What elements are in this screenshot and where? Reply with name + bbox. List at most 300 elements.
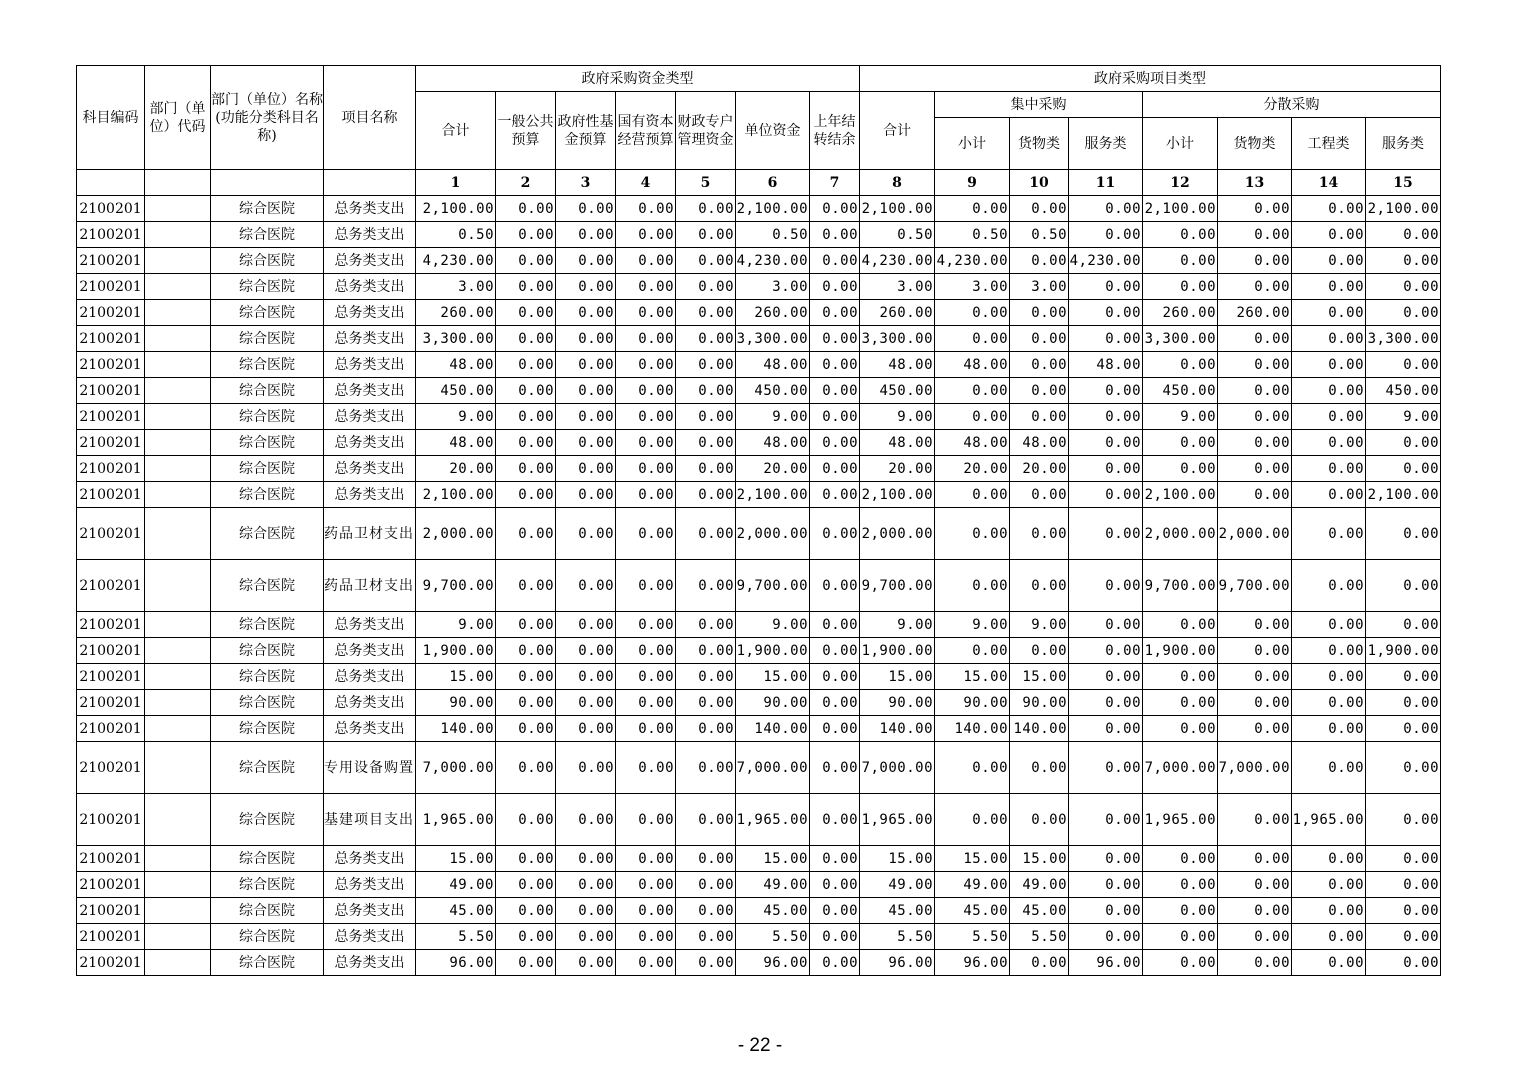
cell-amount: 90.00 [416, 690, 496, 716]
cell-unit-name: 综合医院 [211, 664, 324, 690]
cell-amount: 0.00 [496, 898, 556, 924]
cell-amount: 96.00 [935, 950, 1010, 976]
cell-amount: 0.00 [1143, 664, 1218, 690]
cell-dept-code [145, 898, 211, 924]
cell-amount: 0.00 [1366, 222, 1441, 248]
cell-dept-code [145, 300, 211, 326]
cell-amount: 4,230.00 [860, 248, 935, 274]
cell-amount: 0.00 [1143, 716, 1218, 742]
cell-amount: 9.00 [1010, 612, 1069, 638]
cell-amount: 9.00 [416, 612, 496, 638]
cell-amount: 0.00 [1069, 690, 1143, 716]
cell-dept-code [145, 560, 211, 612]
col-number: 2 [496, 170, 556, 196]
cell-unit-name: 综合医院 [211, 508, 324, 560]
cell-amount: 0.00 [1069, 716, 1143, 742]
cell-amount: 0.00 [810, 690, 860, 716]
cell-amount: 0.00 [1010, 638, 1069, 664]
cell-amount: 0.00 [1010, 378, 1069, 404]
cell-amount: 0.00 [1218, 326, 1292, 352]
cell-amount: 0.00 [616, 664, 676, 690]
cell-project-name: 总务类支出 [324, 352, 416, 378]
cell-amount: 0.00 [810, 924, 860, 950]
cell-amount: 0.00 [1292, 690, 1366, 716]
cell-amount: 0.00 [935, 482, 1010, 508]
cell-amount: 0.00 [676, 742, 736, 794]
cell-amount: 0.00 [676, 456, 736, 482]
cell-amount: 0.00 [1292, 222, 1366, 248]
cell-amount: 0.00 [556, 846, 616, 872]
cell-amount: 0.00 [556, 248, 616, 274]
table-row [77, 872, 1441, 898]
cell-project-name: 总务类支出 [324, 378, 416, 404]
cell-amount: 0.00 [556, 378, 616, 404]
header-scattered-services: 服务类 [1366, 118, 1441, 170]
cell-amount: 48.00 [736, 430, 810, 456]
cell-amount: 20.00 [736, 456, 810, 482]
table-row [77, 300, 1441, 326]
cell-amount: 49.00 [860, 872, 935, 898]
cell-amount: 9,700.00 [416, 560, 496, 612]
header-dept-code: 部门（单位）代码 [145, 66, 211, 170]
cell-amount: 0.50 [1010, 222, 1069, 248]
cell-amount: 0.00 [616, 378, 676, 404]
cell-amount: 0.00 [1218, 872, 1292, 898]
cell-amount: 0.00 [496, 872, 556, 898]
cell-unit-name: 综合医院 [211, 690, 324, 716]
col-number: 14 [1292, 170, 1366, 196]
table-row [77, 404, 1441, 430]
cell-amount: 0.00 [496, 352, 556, 378]
cell-amount: 0.00 [935, 404, 1010, 430]
cell-amount: 140.00 [1010, 716, 1069, 742]
cell-project-name: 总务类支出 [324, 222, 416, 248]
table-row [77, 456, 1441, 482]
cell-amount: 0.00 [556, 898, 616, 924]
cell-amount: 0.00 [1218, 378, 1292, 404]
cell-amount: 0.00 [496, 482, 556, 508]
col-number-blank [77, 170, 145, 196]
cell-amount: 0.00 [935, 638, 1010, 664]
cell-subject-code: 2100201 [77, 638, 145, 664]
cell-amount: 0.00 [1218, 690, 1292, 716]
cell-amount: 0.00 [496, 274, 556, 300]
cell-amount: 0.00 [810, 300, 860, 326]
cell-amount: 0.00 [616, 404, 676, 430]
col-number: 4 [616, 170, 676, 196]
cell-amount: 0.00 [1292, 274, 1366, 300]
cell-amount: 0.00 [556, 508, 616, 560]
cell-amount: 4,230.00 [736, 248, 810, 274]
cell-amount: 140.00 [736, 716, 810, 742]
table-body [77, 196, 1441, 976]
cell-amount: 0.00 [1292, 898, 1366, 924]
col-number: 8 [860, 170, 935, 196]
cell-amount: 0.00 [1366, 560, 1441, 612]
table-row [77, 664, 1441, 690]
cell-amount: 3,300.00 [416, 326, 496, 352]
cell-amount: 0.00 [810, 274, 860, 300]
cell-amount: 3.00 [416, 274, 496, 300]
cell-amount: 0.00 [1292, 664, 1366, 690]
cell-amount: 0.00 [556, 222, 616, 248]
cell-amount: 0.00 [1218, 794, 1292, 846]
cell-amount: 0.00 [1366, 300, 1441, 326]
cell-amount: 49.00 [1010, 872, 1069, 898]
cell-amount: 90.00 [1010, 690, 1069, 716]
header-project-group: 政府采购项目类型 [860, 66, 1441, 92]
cell-amount: 0.00 [1069, 612, 1143, 638]
cell-amount: 5.50 [1010, 924, 1069, 950]
cell-unit-name: 综合医院 [211, 222, 324, 248]
cell-amount: 0.00 [616, 794, 676, 846]
cell-amount: 0.00 [935, 560, 1010, 612]
cell-project-name: 药品卫材支出 [324, 508, 416, 560]
cell-amount: 0.00 [810, 508, 860, 560]
cell-unit-name: 综合医院 [211, 794, 324, 846]
cell-amount: 0.00 [1143, 950, 1218, 976]
cell-amount: 0.00 [1292, 950, 1366, 976]
cell-amount: 0.00 [810, 456, 860, 482]
cell-amount: 0.00 [1292, 326, 1366, 352]
cell-amount: 0.00 [496, 612, 556, 638]
cell-amount: 0.00 [616, 872, 676, 898]
cell-dept-code [145, 274, 211, 300]
cell-amount: 0.00 [1366, 508, 1441, 560]
table-row [77, 924, 1441, 950]
cell-amount: 9,700.00 [736, 560, 810, 612]
cell-amount: 0.00 [1366, 430, 1441, 456]
cell-amount: 0.00 [616, 222, 676, 248]
cell-amount: 0.00 [556, 924, 616, 950]
cell-amount: 1,900.00 [860, 638, 935, 664]
column-number-row [77, 170, 1441, 196]
cell-amount: 0.00 [1366, 274, 1441, 300]
cell-amount: 90.00 [935, 690, 1010, 716]
cell-amount: 2,100.00 [416, 482, 496, 508]
cell-amount: 0.00 [1069, 300, 1143, 326]
cell-amount: 0.00 [810, 638, 860, 664]
cell-amount: 0.00 [1366, 690, 1441, 716]
cell-amount: 0.00 [616, 716, 676, 742]
cell-amount: 0.00 [616, 274, 676, 300]
cell-amount: 0.00 [1292, 872, 1366, 898]
cell-amount: 0.00 [1366, 742, 1441, 794]
cell-amount: 0.00 [676, 950, 736, 976]
cell-amount: 9.00 [416, 404, 496, 430]
cell-amount: 0.00 [1292, 352, 1366, 378]
cell-amount: 0.00 [1218, 196, 1292, 222]
cell-amount: 0.00 [616, 456, 676, 482]
cell-amount: 1,965.00 [1292, 794, 1366, 846]
cell-amount: 2,100.00 [1366, 196, 1441, 222]
table-row [77, 898, 1441, 924]
cell-amount: 0.00 [496, 924, 556, 950]
cell-amount: 0.50 [860, 222, 935, 248]
cell-amount: 0.00 [616, 612, 676, 638]
cell-dept-code [145, 664, 211, 690]
cell-amount: 0.50 [416, 222, 496, 248]
cell-project-name: 总务类支出 [324, 248, 416, 274]
cell-amount: 2,100.00 [416, 196, 496, 222]
col-number-blank [145, 170, 211, 196]
cell-subject-code: 2100201 [77, 794, 145, 846]
cell-amount: 90.00 [736, 690, 810, 716]
cell-amount: 2,100.00 [1143, 196, 1218, 222]
cell-amount: 0.00 [676, 248, 736, 274]
cell-amount: 0.00 [1143, 872, 1218, 898]
header-central-subtotal: 小计 [935, 118, 1010, 170]
cell-amount: 0.00 [616, 508, 676, 560]
cell-subject-code: 2100201 [77, 742, 145, 794]
cell-amount: 2,100.00 [736, 196, 810, 222]
cell-amount: 0.00 [556, 664, 616, 690]
cell-amount: 0.00 [496, 326, 556, 352]
cell-amount: 0.00 [1218, 352, 1292, 378]
header-scattered-group: 分散采购 [1143, 92, 1441, 118]
cell-amount: 0.00 [556, 430, 616, 456]
header-carryover: 上年结转结余 [810, 92, 860, 170]
cell-amount: 96.00 [1069, 950, 1143, 976]
cell-amount: 1,900.00 [736, 638, 810, 664]
cell-amount: 20.00 [416, 456, 496, 482]
cell-amount: 2,000.00 [1218, 508, 1292, 560]
cell-amount: 9.00 [860, 404, 935, 430]
cell-amount: 49.00 [935, 872, 1010, 898]
cell-amount: 0.00 [496, 742, 556, 794]
cell-amount: 0.00 [1069, 872, 1143, 898]
cell-amount: 0.00 [1143, 352, 1218, 378]
cell-subject-code: 2100201 [77, 326, 145, 352]
cell-amount: 0.00 [616, 560, 676, 612]
cell-amount: 48.00 [1010, 430, 1069, 456]
cell-dept-code [145, 222, 211, 248]
cell-dept-code [145, 196, 211, 222]
cell-amount: 0.00 [1292, 300, 1366, 326]
col-number: 10 [1010, 170, 1069, 196]
header-subject-code: 科目编码 [77, 66, 145, 170]
cell-dept-code [145, 612, 211, 638]
cell-amount: 0.00 [1143, 456, 1218, 482]
cell-dept-code [145, 872, 211, 898]
cell-dept-code [145, 430, 211, 456]
cell-amount: 0.00 [496, 430, 556, 456]
col-number: 3 [556, 170, 616, 196]
cell-amount: 9.00 [1143, 404, 1218, 430]
cell-amount: 0.00 [935, 742, 1010, 794]
cell-project-name: 总务类支出 [324, 430, 416, 456]
cell-subject-code: 2100201 [77, 690, 145, 716]
cell-amount: 48.00 [416, 352, 496, 378]
cell-amount: 0.00 [1143, 612, 1218, 638]
cell-amount: 0.00 [496, 560, 556, 612]
cell-subject-code: 2100201 [77, 222, 145, 248]
col-number: 12 [1143, 170, 1218, 196]
cell-amount: 450.00 [736, 378, 810, 404]
col-number: 5 [676, 170, 736, 196]
cell-amount: 0.00 [1218, 716, 1292, 742]
cell-amount: 0.00 [935, 508, 1010, 560]
cell-amount: 15.00 [860, 664, 935, 690]
cell-amount: 0.00 [1069, 794, 1143, 846]
cell-amount: 2,100.00 [1366, 482, 1441, 508]
cell-unit-name: 综合医院 [211, 326, 324, 352]
cell-unit-name: 综合医院 [211, 352, 324, 378]
cell-amount: 2,100.00 [736, 482, 810, 508]
cell-amount: 0.00 [1069, 196, 1143, 222]
cell-amount: 4,230.00 [1069, 248, 1143, 274]
cell-amount: 0.00 [810, 872, 860, 898]
cell-amount: 15.00 [1010, 664, 1069, 690]
cell-amount: 0.00 [556, 742, 616, 794]
cell-amount: 0.00 [496, 638, 556, 664]
cell-project-name: 总务类支出 [324, 664, 416, 690]
cell-amount: 0.00 [1218, 456, 1292, 482]
header-unit-name: 部门（单位）名称(功能分类科目名称) [211, 66, 324, 170]
table-row [77, 482, 1441, 508]
cell-amount: 0.00 [1069, 924, 1143, 950]
table-row [77, 716, 1441, 742]
cell-amount: 0.00 [1143, 430, 1218, 456]
cell-amount: 0.00 [556, 794, 616, 846]
table-row [77, 560, 1441, 612]
cell-subject-code: 2100201 [77, 404, 145, 430]
cell-amount: 0.00 [1069, 456, 1143, 482]
cell-amount: 7,000.00 [1218, 742, 1292, 794]
cell-dept-code [145, 924, 211, 950]
cell-unit-name: 综合医院 [211, 846, 324, 872]
cell-amount: 20.00 [860, 456, 935, 482]
cell-amount: 0.00 [1143, 690, 1218, 716]
cell-subject-code: 2100201 [77, 924, 145, 950]
cell-amount: 0.00 [1010, 326, 1069, 352]
cell-amount: 2,000.00 [736, 508, 810, 560]
cell-amount: 0.00 [1218, 950, 1292, 976]
cell-amount: 0.00 [616, 846, 676, 872]
cell-dept-code [145, 456, 211, 482]
cell-project-name: 总务类支出 [324, 846, 416, 872]
cell-amount: 0.00 [1143, 248, 1218, 274]
cell-amount: 0.00 [810, 742, 860, 794]
cell-dept-code [145, 508, 211, 560]
cell-amount: 48.00 [935, 352, 1010, 378]
cell-amount: 0.00 [1010, 950, 1069, 976]
cell-subject-code: 2100201 [77, 560, 145, 612]
cell-amount: 0.00 [1366, 846, 1441, 872]
cell-amount: 0.00 [810, 222, 860, 248]
cell-amount: 0.00 [1143, 846, 1218, 872]
cell-amount: 0.00 [1292, 612, 1366, 638]
cell-dept-code [145, 716, 211, 742]
cell-amount: 0.00 [496, 794, 556, 846]
cell-amount: 9,700.00 [860, 560, 935, 612]
cell-amount: 0.00 [676, 482, 736, 508]
cell-amount: 140.00 [860, 716, 935, 742]
cell-project-name: 总务类支出 [324, 196, 416, 222]
cell-unit-name: 综合医院 [211, 482, 324, 508]
cell-amount: 2,000.00 [1143, 508, 1218, 560]
cell-amount: 0.00 [810, 378, 860, 404]
cell-amount: 15.00 [935, 846, 1010, 872]
table-header [77, 66, 1441, 196]
cell-amount: 0.00 [1218, 222, 1292, 248]
cell-amount: 0.00 [935, 794, 1010, 846]
cell-dept-code [145, 794, 211, 846]
cell-amount: 0.00 [1292, 846, 1366, 872]
table-row [77, 326, 1441, 352]
cell-amount: 96.00 [736, 950, 810, 976]
cell-dept-code [145, 326, 211, 352]
cell-project-name: 总务类支出 [324, 482, 416, 508]
cell-amount: 0.00 [935, 326, 1010, 352]
cell-subject-code: 2100201 [77, 898, 145, 924]
cell-amount: 0.00 [1010, 482, 1069, 508]
cell-amount: 0.00 [556, 560, 616, 612]
header-fund-total: 合计 [416, 92, 496, 170]
cell-amount: 0.00 [1218, 274, 1292, 300]
col-number: 6 [736, 170, 810, 196]
cell-amount: 7,000.00 [736, 742, 810, 794]
cell-amount: 0.00 [810, 664, 860, 690]
header-unit-funds: 单位资金 [736, 92, 810, 170]
cell-amount: 9.00 [935, 612, 1010, 638]
cell-amount: 0.00 [556, 456, 616, 482]
header-project-total: 合计 [860, 92, 935, 170]
cell-project-name: 总务类支出 [324, 456, 416, 482]
cell-amount: 0.00 [676, 638, 736, 664]
cell-unit-name: 综合医院 [211, 872, 324, 898]
cell-amount: 0.00 [1292, 924, 1366, 950]
cell-amount: 0.00 [616, 898, 676, 924]
cell-amount: 0.00 [1069, 482, 1143, 508]
cell-amount: 0.00 [810, 430, 860, 456]
cell-amount: 0.00 [1143, 898, 1218, 924]
header-central-group: 集中采购 [935, 92, 1143, 118]
cell-amount: 0.00 [496, 300, 556, 326]
cell-amount: 0.00 [556, 950, 616, 976]
cell-project-name: 总务类支出 [324, 404, 416, 430]
cell-amount: 2,100.00 [860, 196, 935, 222]
cell-amount: 7,000.00 [1143, 742, 1218, 794]
cell-amount: 15.00 [416, 664, 496, 690]
cell-amount: 15.00 [860, 846, 935, 872]
cell-amount: 260.00 [1143, 300, 1218, 326]
cell-amount: 0.00 [1010, 404, 1069, 430]
table-row [77, 248, 1441, 274]
cell-dept-code [145, 378, 211, 404]
cell-dept-code [145, 404, 211, 430]
cell-amount: 0.00 [676, 872, 736, 898]
cell-dept-code [145, 742, 211, 794]
cell-amount: 450.00 [1143, 378, 1218, 404]
cell-amount: 0.00 [616, 482, 676, 508]
cell-amount: 0.00 [616, 300, 676, 326]
cell-unit-name: 综合医院 [211, 378, 324, 404]
cell-amount: 0.00 [810, 794, 860, 846]
cell-amount: 0.00 [616, 924, 676, 950]
col-number: 13 [1218, 170, 1292, 196]
table-row [77, 638, 1441, 664]
table-row [77, 508, 1441, 560]
cell-amount: 0.00 [676, 898, 736, 924]
cell-amount: 0.00 [1010, 248, 1069, 274]
cell-amount: 2,100.00 [860, 482, 935, 508]
cell-amount: 0.00 [676, 716, 736, 742]
cell-amount: 0.00 [1010, 352, 1069, 378]
cell-amount: 0.00 [676, 690, 736, 716]
cell-subject-code: 2100201 [77, 300, 145, 326]
cell-amount: 1,965.00 [860, 794, 935, 846]
